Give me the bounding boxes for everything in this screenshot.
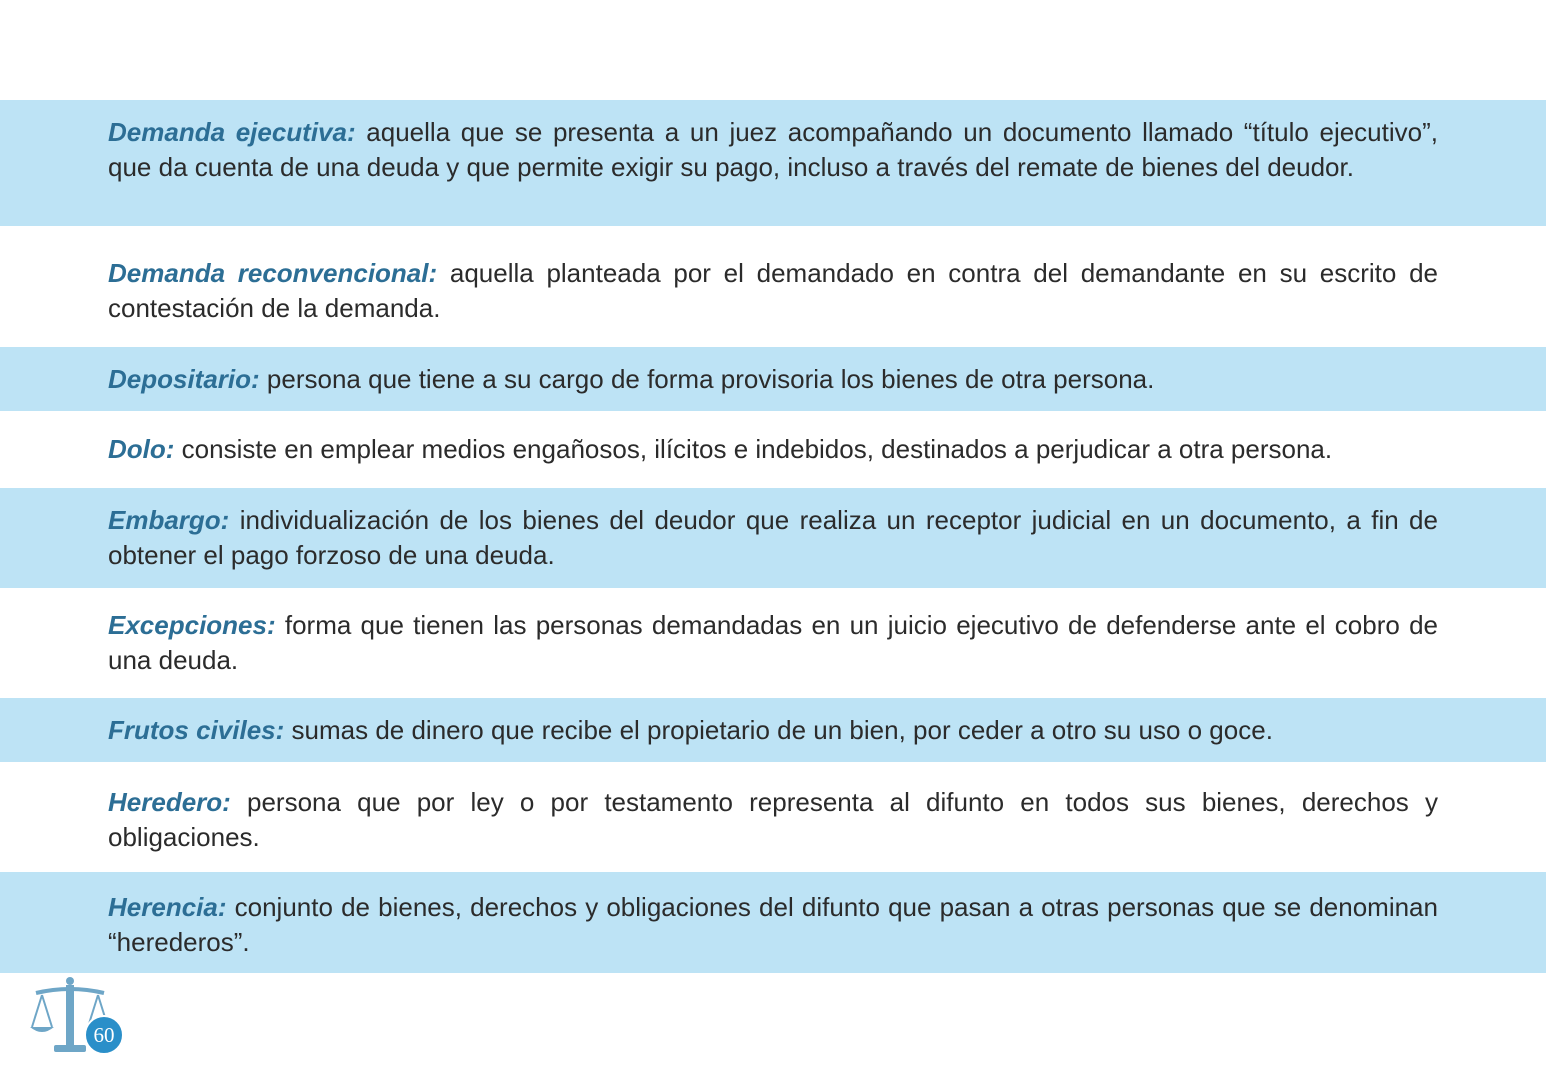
glossary-entry-excepciones (108, 608, 1438, 678)
entry-term: Herencia: (108, 892, 227, 922)
glossary-entry-herencia (108, 890, 1438, 960)
glossary-entry-frutos-civiles (108, 713, 1438, 748)
page-number-badge: 60 (84, 1015, 124, 1055)
entry-term: Embargo: (108, 505, 230, 535)
glossary-entry-heredero (108, 785, 1438, 855)
entry-definition: aquella planteada por el demandado en contra del demandante en su escrito de contestación de la demanda. (108, 258, 1438, 323)
entry-definition: sumas de dinero que recibe el propietario de un bien, por ceder a otro su uso o goce. (291, 715, 1273, 745)
entry-term: Frutos civiles: (108, 715, 285, 745)
entry-term: Depositario: (108, 364, 260, 394)
entry-definition: consiste en emplear medios engañosos, ilícitos e indebidos, destinados a perjudicar a otra persona. (181, 434, 1333, 464)
entry-term: Demanda ejecutiva: (108, 117, 356, 147)
entry-term: Dolo: (108, 434, 175, 464)
glossary-entry-demanda-ejecutiva (108, 115, 1438, 185)
entry-definition: conjunto de bienes, derechos y obligaciones del difunto que pasan a otras personas que se denominan “herederos”. (108, 892, 1438, 957)
glossary-entry-demanda-reconvencional (108, 256, 1438, 326)
entry-term: Demanda reconvencional: (108, 258, 438, 288)
glossary-entry-dolo (108, 432, 1438, 467)
entry-definition: aquella que se presenta a un juez acompañando un documento llamado “título ejecutivo”, que da cuenta de una deuda y que permite exigir su pago, incluso a través del remate de bienes del deudor. (108, 117, 1438, 182)
glossary-entry-depositario (108, 362, 1438, 397)
entry-definition: persona que tiene a su cargo de forma provisoria los bienes de otra persona. (266, 364, 1155, 394)
glossary-entry-embargo (108, 503, 1438, 573)
entry-definition: forma que tienen las personas demandadas en un juicio ejecutivo de defenderse ante el cobro de una deuda. (108, 610, 1438, 675)
entry-term: Excepciones: (108, 610, 276, 640)
entry-definition: persona que por ley o por testamento representa al difunto en todos sus bienes, derechos y obligaciones. (108, 787, 1438, 852)
entry-definition: individualización de los bienes del deudor que realiza un receptor judicial en un documento, a fin de obtener el pago forzoso de una deuda. (108, 505, 1438, 570)
entry-term: Heredero: (108, 787, 231, 817)
